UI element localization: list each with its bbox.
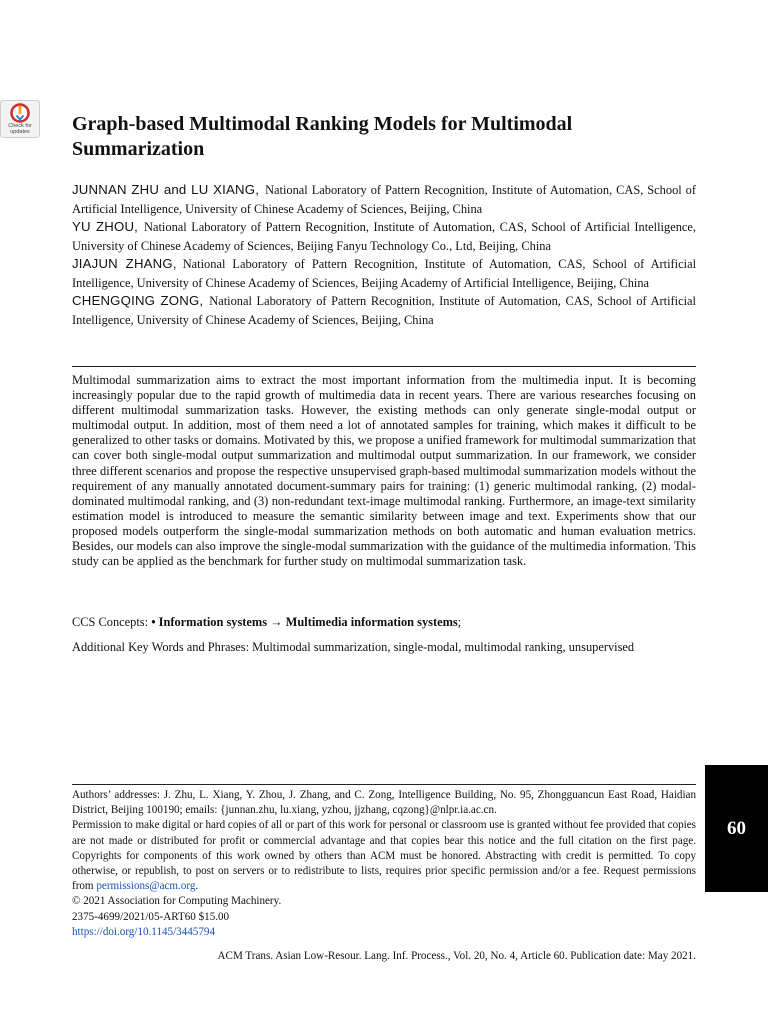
additional-keywords: Additional Key Words and Phrases: Multimodal summarization, single-modal, multimodal ranking, unsupervised (72, 640, 635, 654)
issn-line: 2375-4699/2021/05-ART60 $15.00 (72, 910, 230, 923)
author-entry (72, 255, 696, 292)
footnotes (72, 788, 696, 940)
doi-link[interactable]: https://doi.org/10.1145/3445794 (72, 925, 215, 938)
author-entry (72, 292, 696, 329)
author-name: YU ZHOU, (72, 219, 139, 234)
author-name: JIAJUN ZHANG, (72, 256, 177, 271)
ccs-end: ; (457, 615, 462, 629)
journal-citation-line: ACM Trans. Asian Low-Resour. Lang. Inf. Process., Vol. 20, No. 4, Article 60. Publication date: May 2021. (217, 950, 696, 962)
author-block (72, 181, 696, 329)
ccs-term-secondary: Multimedia information systems (285, 615, 458, 629)
permission-text: Permission to make digital or hard copies of all or part of this work for personal or classroom use is granted without fee provided that copies are not made or distributed for profit or commercial advantage and that copies bear this notice and the full citation on the first page. Copyrights for components of this work owned by others than ACM must be honored. Abstracting with credit is permitted. To copy otherwise, or republish, to post on servers or to redistribute to lists, requires prior specific permission and/or a fee. Request permissions from (72, 819, 696, 893)
author-entry (72, 218, 696, 255)
permissions-email-link[interactable]: permissions@acm.org (96, 880, 196, 893)
permission-end: . (195, 880, 199, 893)
ccs-term-primary: Information systems (158, 615, 268, 629)
author-addresses: Authors’ addresses: J. Zhu, L. Xiang, Y. Zhou, J. Zhang, and C. Zong, Intelligence Building, No. 95, Zhongguancun East Road, Haidian District, Beijing 100190; emails: {junnan.zhu, lu.xiang, yzhou, jjzhang, cqzong}@nlpr.ia.ac.cn. (72, 789, 696, 817)
ccs-bullet: • (151, 615, 156, 629)
author-entry (72, 181, 696, 218)
permission-notice (72, 818, 696, 894)
ccs-arrow: → (270, 615, 283, 629)
check-badge-line1: Check for (8, 123, 32, 129)
author-affiliation: National Laboratory of Pattern Recognition, Institute of Automation, CAS, School of Artificial Intelligence, University of Chinese Academy of Sciences, Beijing, China (72, 183, 696, 216)
check-for-updates-badge[interactable] (0, 100, 40, 138)
abstract-text: Multimodal summarization aims to extract the most important information from the multimedia input. It is becoming increasingly popular due to the rapid growth of multimedia data in recent years. There are various researches focusing on different multimodal summarization tasks. However, the existing methods can only generate single-modal output or multimodal output. In addition, most of them need a lot of annotated samples for training, which makes it difficult to be generalized to other tasks or domains. Motivated by this, we propose a unified framework for multimodal summarization that can cover both single-modal output summarization and multimodal output summarization. In our framework, we consider three different scenarios and propose the respective unsupervised graph-based multimodal summarization models without the requirement of any manually annotated document-summary pairs for training: (1) generic multimodal ranking, (2) modal-dominated multimodal ranking, and (3) non-redundant text-image multimodal ranking. Furthermore, an image-text similarity estimation model is introduced to measure the semantic similarity between image and text. Experiments show that our proposed models outperform the single-modal summarization methods on both automatic and human evaluation metrics. Besides, our models can also improve the single-modal summarization with the guidance of the multimedia information. This study can be applied as the benchmark for further study on multimodal summarization task. (72, 373, 696, 569)
author-affiliation: National Laboratory of Pattern Recognition, Institute of Automation, CAS, School of Artificial Intelligence, University of Chinese Academy of Sciences, Beijing, China (72, 294, 696, 327)
paper-title: Graph-based Multimodal Ranking Models for Multimodal Summarization (72, 113, 573, 160)
footnote-divider (72, 784, 696, 785)
article-number-tab: 60 (705, 765, 768, 892)
author-affiliation: National Laboratory of Pattern Recognition, Institute of Automation, CAS, School of Artificial Intelligence, University of Chinese Academy of Sciences, Beijing Academy of Artificial Intelligence, Beijing, China (72, 257, 697, 290)
author-name: CHENGQING ZONG, (72, 293, 204, 308)
check-for-updates-icon (10, 103, 30, 123)
ccs-concepts (72, 614, 696, 630)
check-badge-line2: updates (10, 129, 30, 135)
abstract-divider (72, 366, 696, 367)
ccs-label: CCS Concepts: (72, 615, 149, 629)
author-affiliation: National Laboratory of Pattern Recognition, Institute of Automation, CAS, School of Artificial Intelligence, University of Chinese Academy of Sciences, Beijing Fanyu Technology Co., Ltd, Beijing, China (72, 220, 696, 253)
author-name: JUNNAN ZHU and LU XIANG, (72, 182, 260, 197)
copyright-line: © 2021 Association for Computing Machinery. (72, 895, 282, 908)
